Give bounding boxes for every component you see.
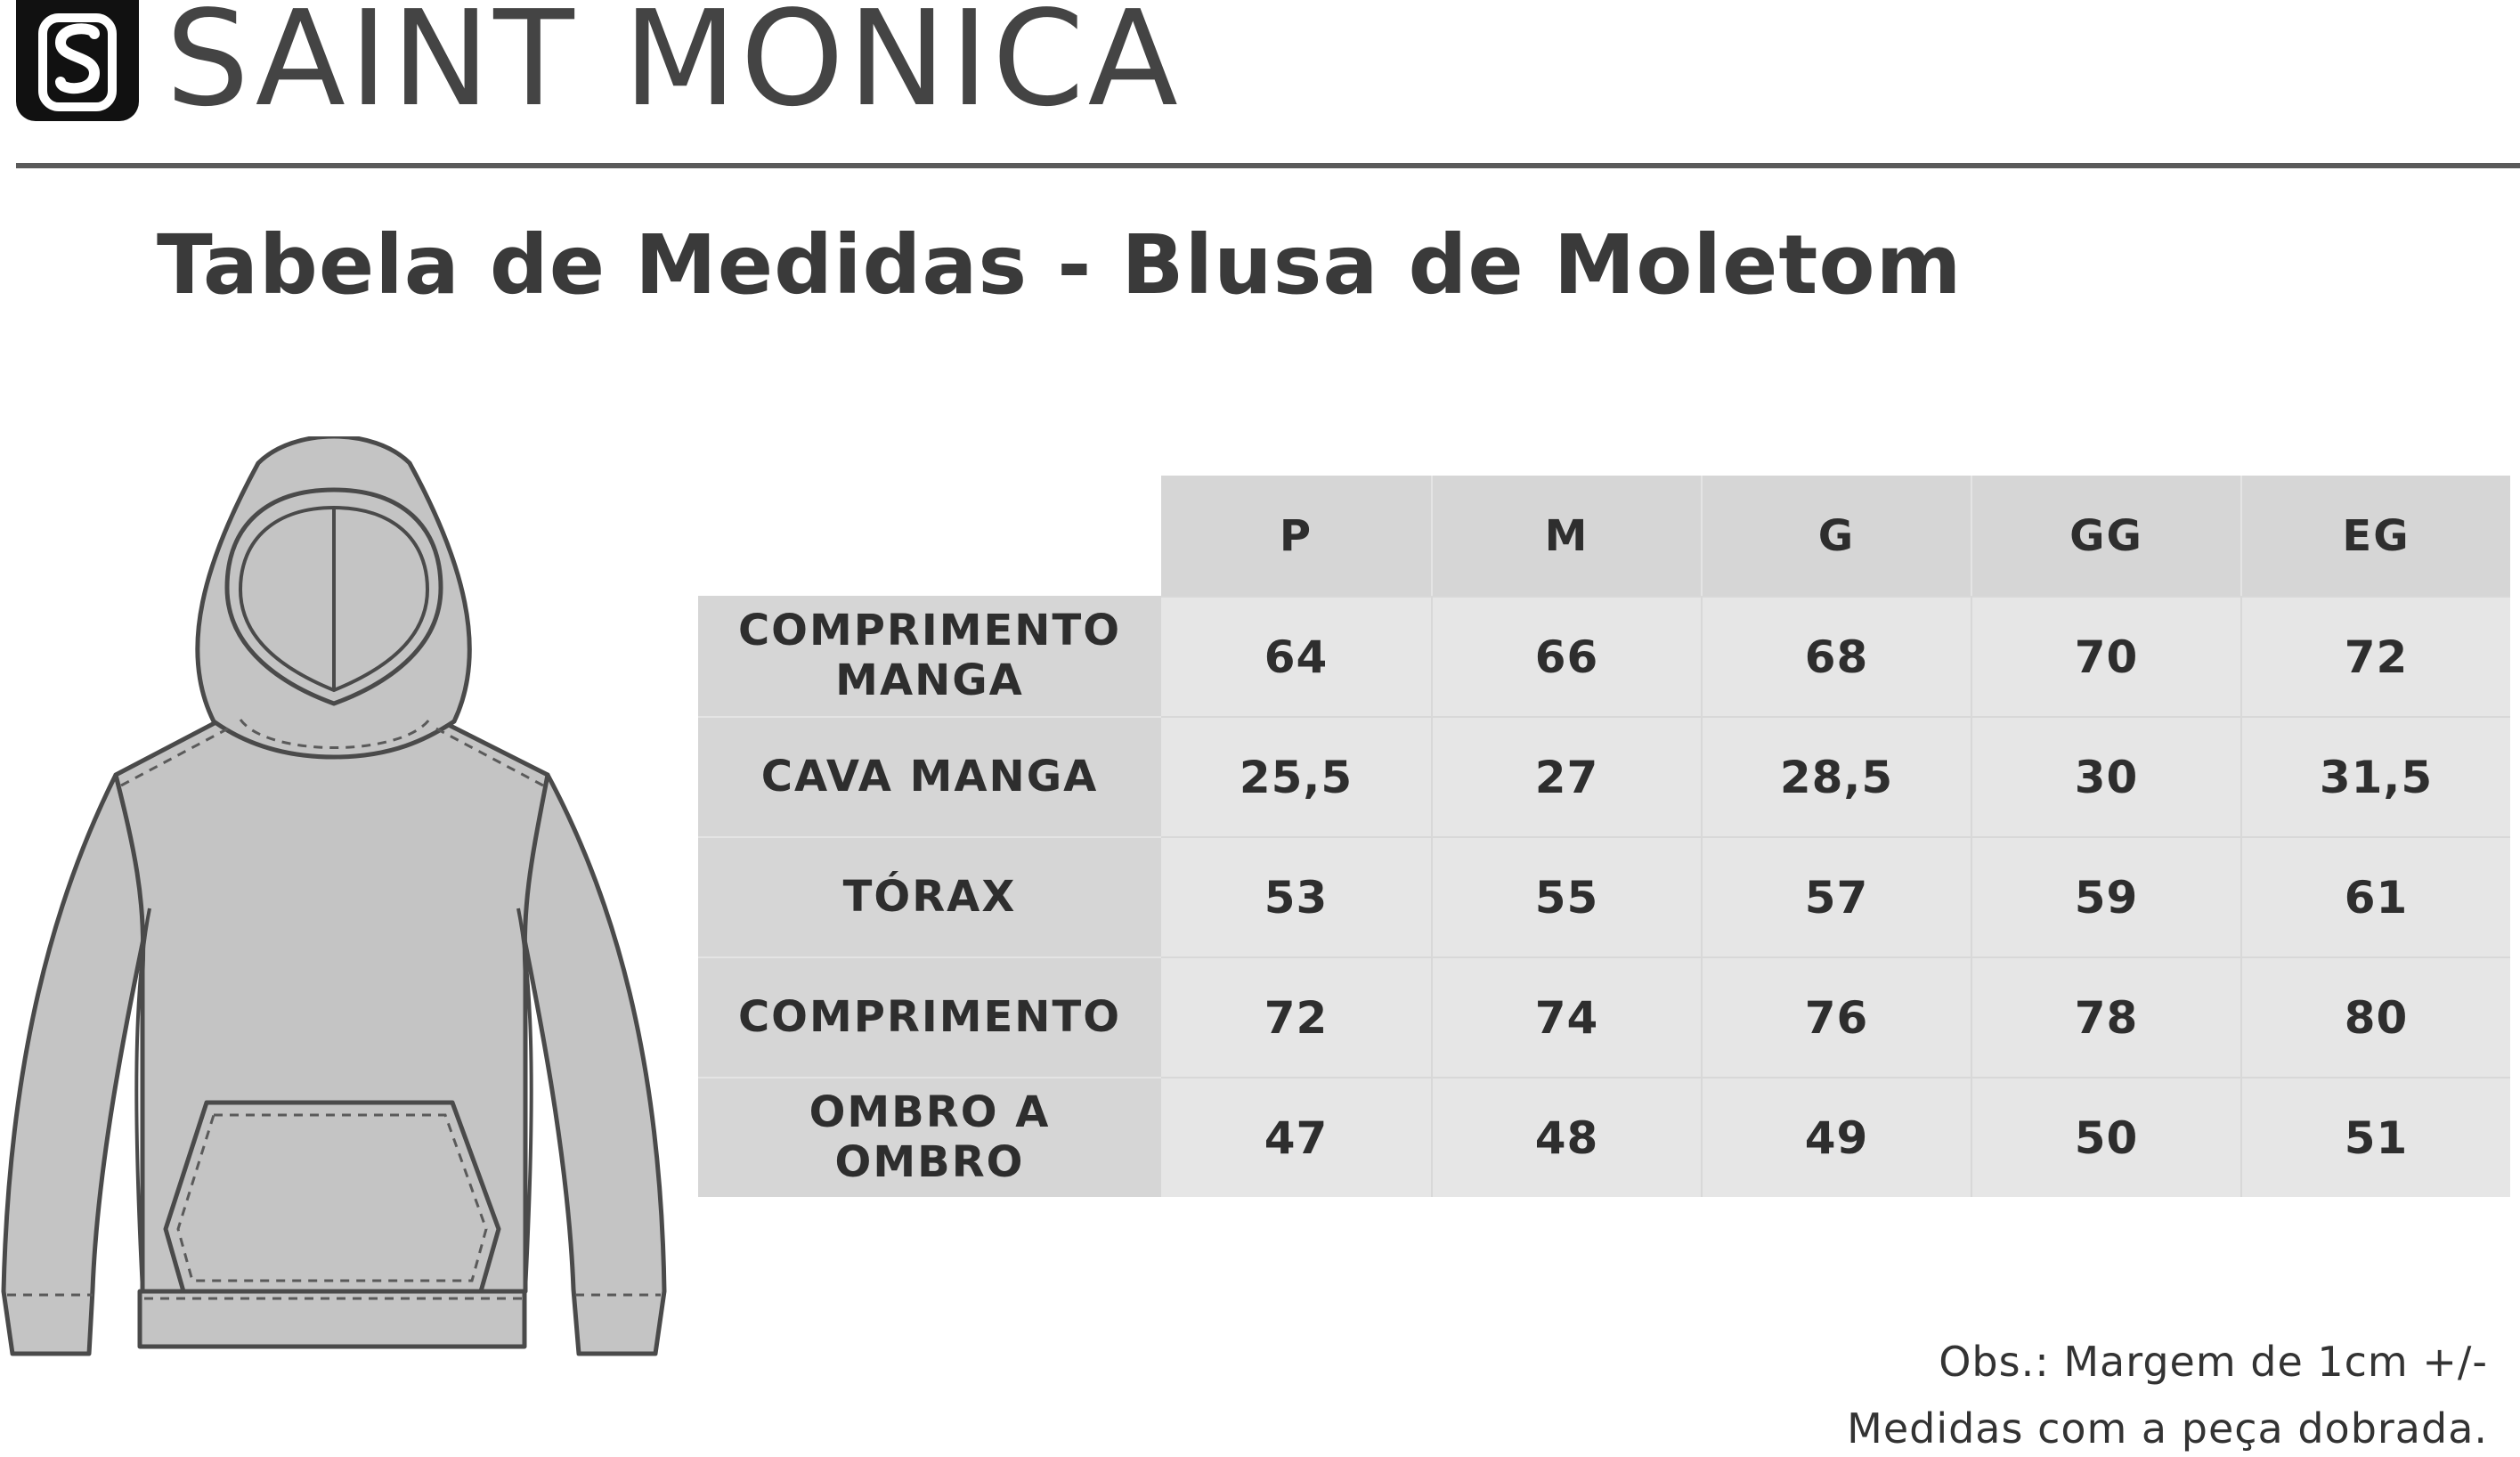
table-row	[698, 956, 2511, 1077]
table-cell: 78	[1971, 956, 2240, 1077]
table-row	[698, 716, 2511, 836]
table-cell: 72	[2240, 596, 2510, 716]
size-header-row	[698, 476, 2511, 596]
table-cell: 55	[1431, 836, 1701, 956]
table-cell: 25,5	[1161, 716, 1431, 836]
table-row	[698, 836, 2511, 956]
size-header-gg: GG	[1971, 476, 2240, 596]
table-cell: 48	[1431, 1077, 1701, 1197]
hoodie-illustration	[0, 436, 677, 1363]
table-cell: 28,5	[1701, 716, 1971, 836]
table-cell: 59	[1971, 836, 2240, 956]
table-cell: 80	[2240, 956, 2510, 1077]
table-cell: 30	[1971, 716, 2240, 836]
table-cell: 31,5	[2240, 716, 2510, 836]
size-header-m: M	[1431, 476, 1701, 596]
table-cell: 27	[1431, 716, 1701, 836]
table-cell: 57	[1701, 836, 1971, 956]
margin-note: Obs.: Margem de 1cm +/-	[1939, 1338, 2488, 1386]
table-cell: 66	[1431, 596, 1701, 716]
size-header-p: P	[1161, 476, 1431, 596]
table-cell: 51	[2240, 1077, 2510, 1197]
table-cell: 72	[1161, 956, 1431, 1077]
table-cell: 70	[1971, 596, 2240, 716]
header-divider	[16, 163, 2520, 168]
table-cell: 53	[1161, 836, 1431, 956]
row-label-comprimento-manga: COMPRIMENTO MANGA	[698, 596, 1161, 716]
table-cell: 64	[1161, 596, 1431, 716]
row-label-ombro-a-ombro: OMBRO A OMBRO	[698, 1077, 1161, 1197]
table-cell: 74	[1431, 956, 1701, 1077]
table-cell: 50	[1971, 1077, 2240, 1197]
page-title: Tabela de Medidas - Blusa de Moletom	[157, 217, 1963, 313]
table-cell: 76	[1701, 956, 1971, 1077]
table-cell: 68	[1701, 596, 1971, 716]
size-header-g: G	[1701, 476, 1971, 596]
size-header-eg: EG	[2240, 476, 2510, 596]
folded-note: Medidas com a peça dobrada.	[1847, 1404, 2488, 1453]
row-label-torax: TÓRAX	[698, 836, 1161, 956]
table-corner	[698, 476, 1161, 596]
table-cell: 47	[1161, 1077, 1431, 1197]
table-cell: 49	[1701, 1077, 1971, 1197]
size-table	[698, 476, 2511, 1197]
table-cell: 61	[2240, 836, 2510, 956]
row-label-comprimento: COMPRIMENTO	[698, 956, 1161, 1077]
row-label-cava-manga: CAVA MANGA	[698, 716, 1161, 836]
brand-name: SAINT MONICA	[166, 0, 1182, 135]
table-row	[698, 596, 2511, 716]
table-row	[698, 1077, 2511, 1197]
brand-logo-icon	[16, 0, 139, 121]
